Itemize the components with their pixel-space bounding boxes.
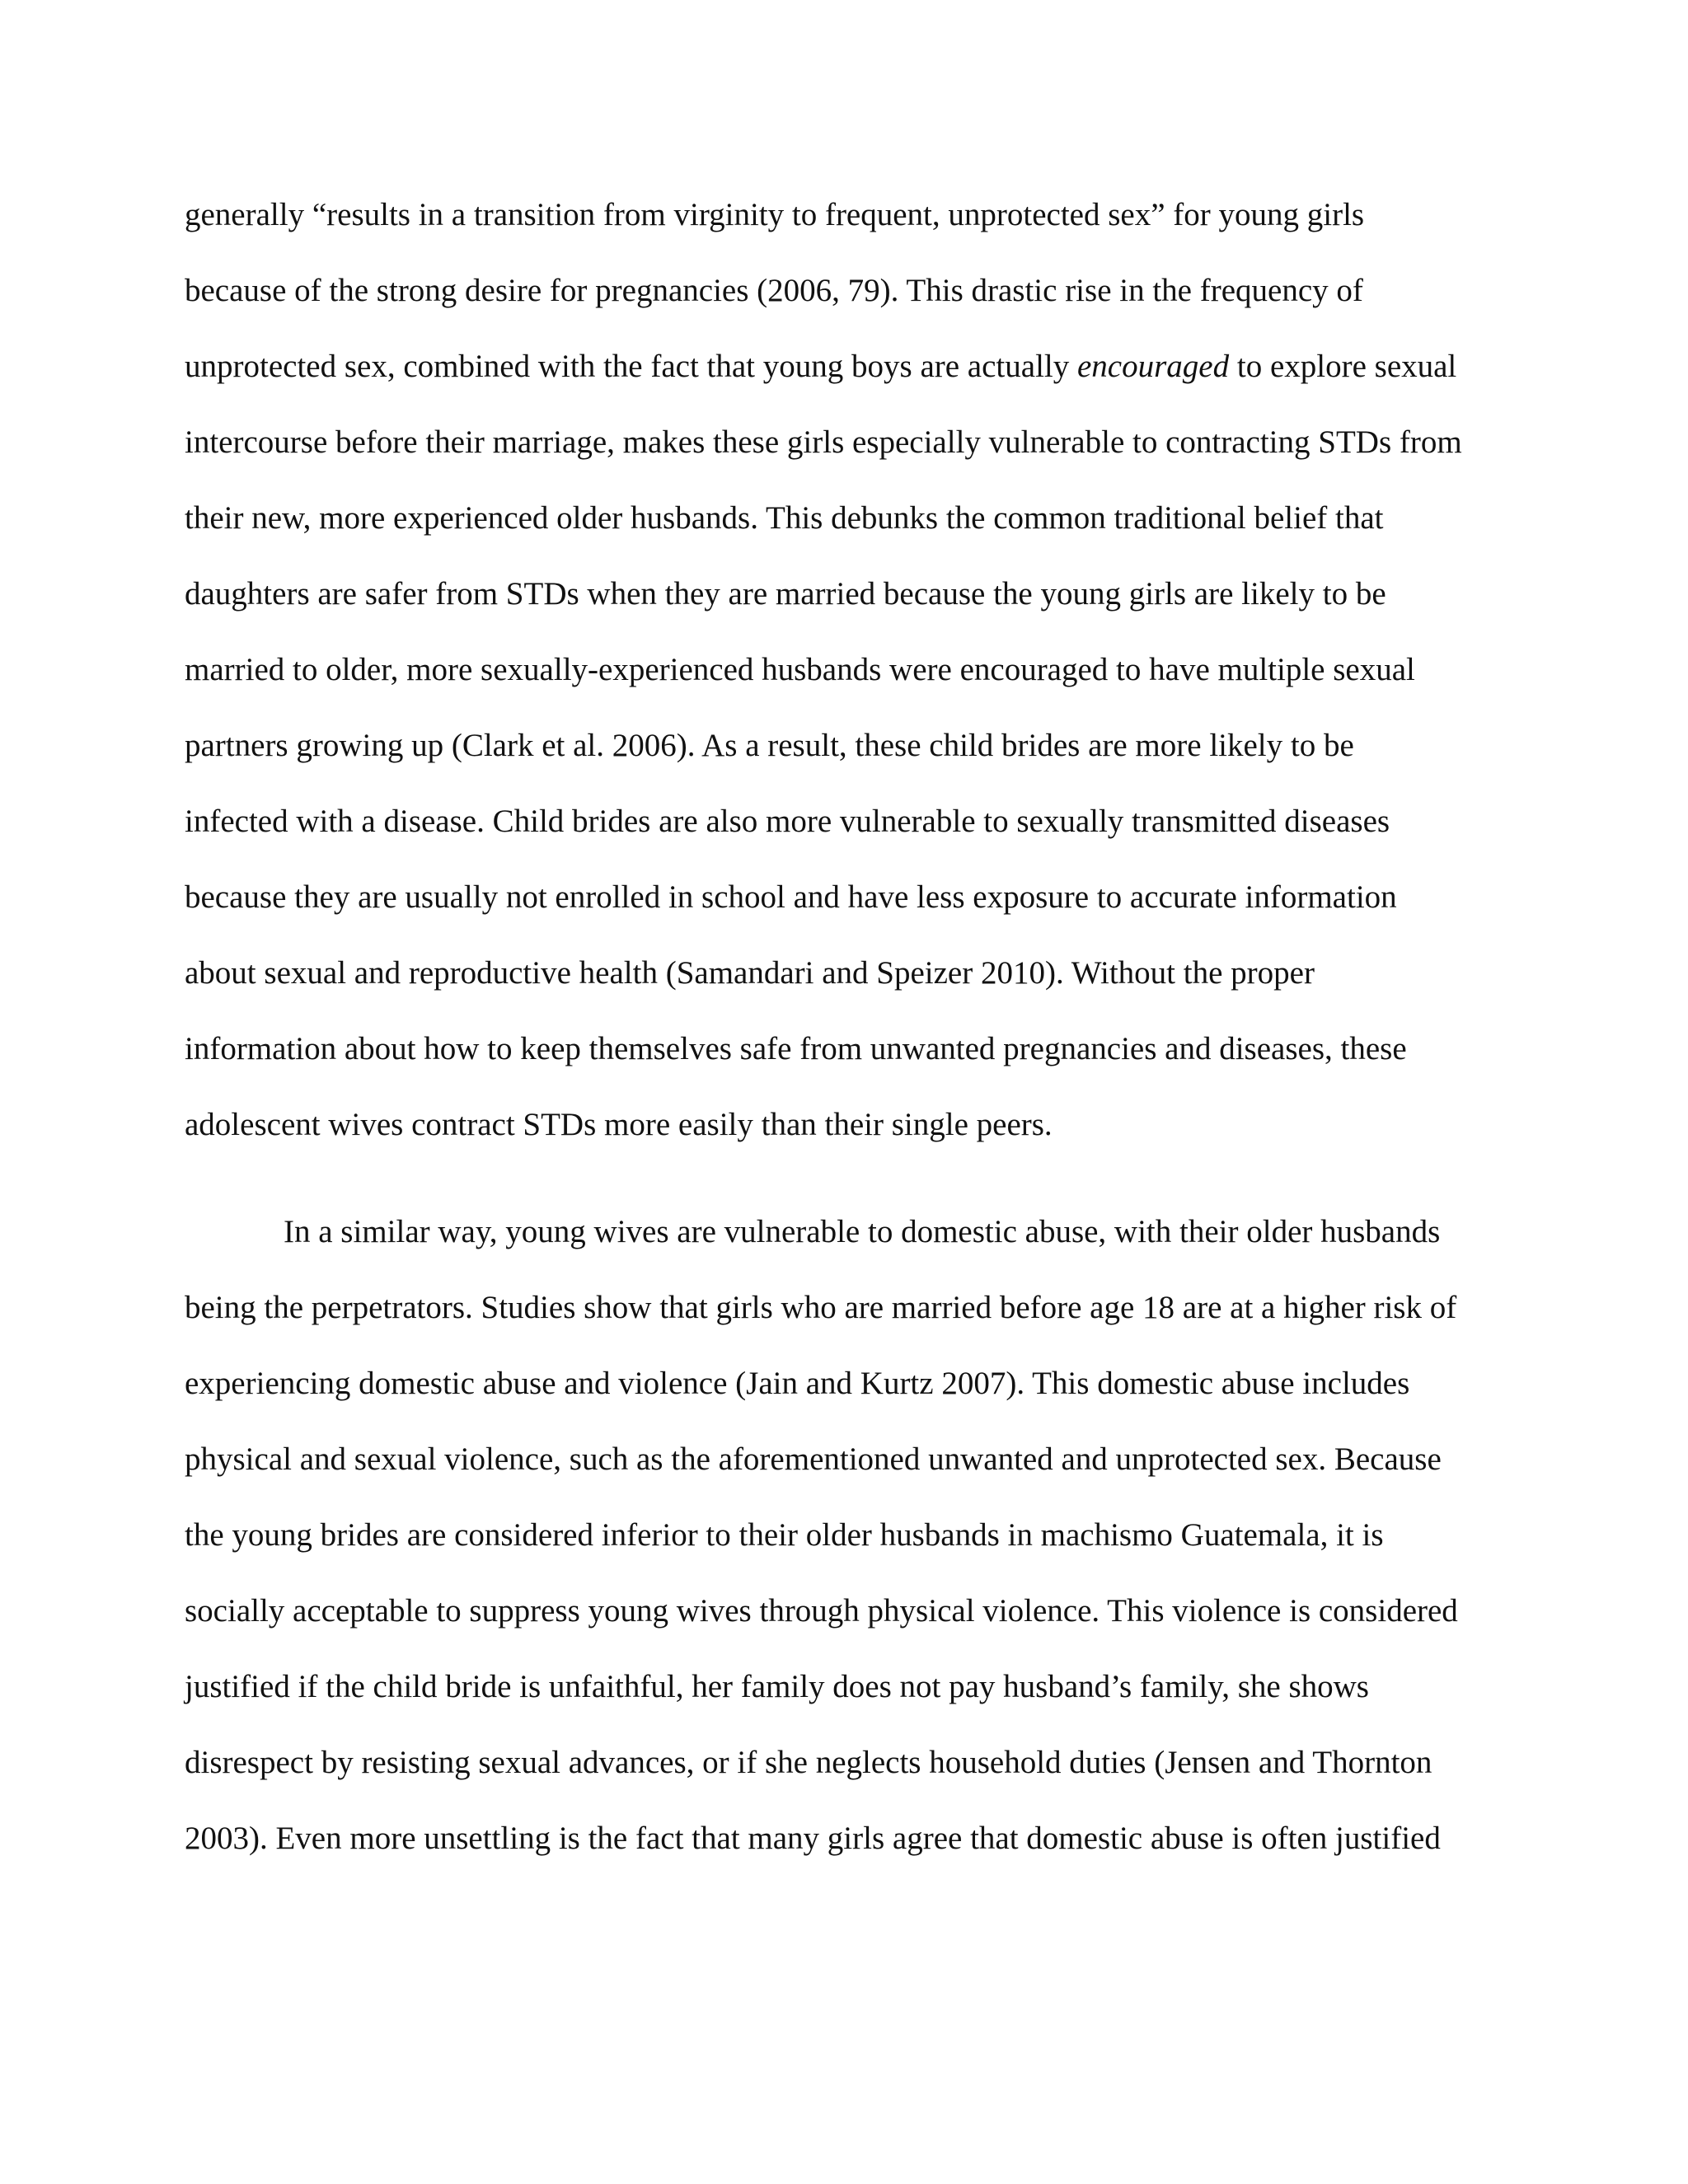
text-line: 2003). Even more unsettling is the fact that many girls agree that domestic abuse is often justified xyxy=(185,1821,1441,1856)
paragraph-domestic-abuse xyxy=(185,1194,1520,1877)
text-run: to explore sexual xyxy=(1229,349,1457,384)
text-line: married to older, more sexually-experienced husbands were encouraged to have multiple sexual xyxy=(185,652,1415,687)
text-line: their new, more experienced older husbands. This debunks the common traditional belief that xyxy=(185,500,1384,536)
text-line: infected with a disease. Child brides are also more vulnerable to sexually transmitted diseases xyxy=(185,804,1390,839)
text-line: socially acceptable to suppress young wives through physical violence. This violence is considered xyxy=(185,1593,1458,1629)
text-line: information about how to keep themselves safe from unwanted pregnancies and diseases, these xyxy=(185,1031,1407,1066)
text-line: because they are usually not enrolled in school and have less exposure to accurate information xyxy=(185,879,1397,915)
text-line: because of the strong desire for pregnancies (2006, 79). This drastic rise in the frequency of xyxy=(185,273,1363,308)
text-line: the young brides are considered inferior to their older husbands in machismo Guatemala, it is xyxy=(185,1517,1384,1553)
text-line: experiencing domestic abuse and violence (Jain and Kurtz 2007). This domestic abuse includes xyxy=(185,1366,1410,1401)
text-line: disrespect by resisting sexual advances, or if she neglects household duties (Jensen and Thornton xyxy=(185,1745,1432,1780)
paragraph-sexual-health xyxy=(185,177,1520,1163)
text-line: partners growing up (Clark et al. 2006). As a result, these child brides are more likely to be xyxy=(185,728,1354,763)
text-line: being the perpetrators. Studies show that girls who are married before age 18 are at a higher risk of xyxy=(185,1290,1457,1325)
text-line: justified if the child bride is unfaithful, her family does not pay husband’s family, she shows xyxy=(185,1669,1369,1704)
emphasis-text: encouraged xyxy=(1077,349,1230,384)
text-line: intercourse before their marriage, makes these girls especially vulnerable to contracting STDs from xyxy=(185,424,1462,460)
text-line: generally “results in a transition from virginity to frequent, unprotected sex” for young girls xyxy=(185,197,1365,232)
text-line: daughters are safer from STDs when they are married because the young girls are likely to be xyxy=(185,576,1386,612)
text-line-indented: In a similar way, young wives are vulnerable to domestic abuse, with their older husbands xyxy=(284,1214,1441,1249)
text-line: adolescent wives contract STDs more easily than their single peers. xyxy=(185,1107,1053,1142)
text-line: about sexual and reproductive health (Samandari and Speizer 2010). Without the proper xyxy=(185,955,1315,991)
text-line: physical and sexual violence, such as the aforementioned unwanted and unprotected sex. Because xyxy=(185,1441,1442,1477)
text-run: unprotected sex, combined with the fact that young boys are actually xyxy=(185,349,1077,384)
text-line xyxy=(185,329,1520,405)
